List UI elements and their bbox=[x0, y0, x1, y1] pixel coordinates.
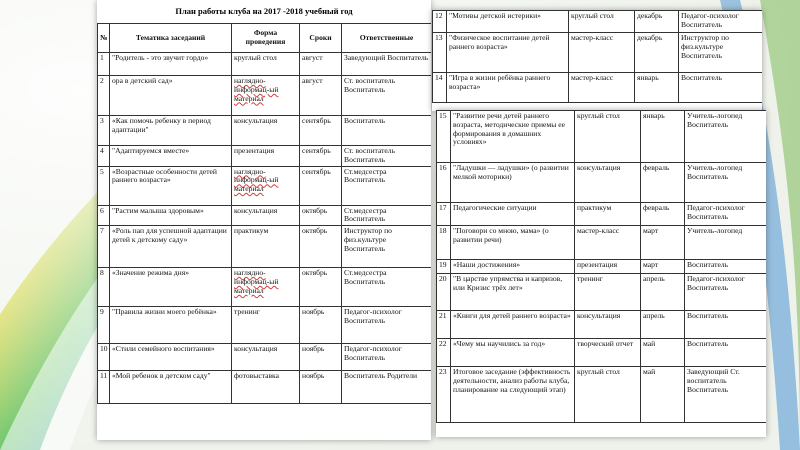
row-topic: "Родитель - это звучит гордо» bbox=[110, 53, 232, 76]
table-row bbox=[437, 226, 767, 260]
row-term: сентябрь bbox=[300, 116, 342, 146]
header-responsible: Ответственные bbox=[342, 24, 432, 53]
table-row bbox=[98, 146, 432, 167]
row-term: май bbox=[641, 339, 685, 367]
plan-sheet-first bbox=[97, 0, 431, 440]
row-term: сентябрь bbox=[300, 166, 342, 205]
row-topic: «Наши достижения» bbox=[451, 260, 575, 274]
row-form: консультация bbox=[575, 163, 641, 203]
row-term: январь bbox=[641, 111, 685, 163]
plan-title: План работы клуба на 2017 -2018 учебный год bbox=[175, 6, 353, 16]
table-row bbox=[433, 11, 763, 33]
row-term: апрель bbox=[641, 311, 685, 339]
table-row bbox=[98, 166, 432, 205]
row-number: 5 bbox=[98, 166, 110, 205]
table-row bbox=[437, 274, 767, 311]
row-number: 11 bbox=[98, 371, 110, 404]
row-number: 14 bbox=[433, 73, 447, 103]
row-term: май bbox=[641, 367, 685, 423]
row-form: мастер-класс bbox=[575, 226, 641, 260]
table-row bbox=[437, 311, 767, 339]
table-header-row bbox=[98, 24, 432, 53]
table-row bbox=[98, 76, 432, 116]
row-form: практикум bbox=[575, 203, 641, 226]
row-responsible: Ст.медсестра Воспитатель bbox=[342, 268, 432, 307]
row-responsible: Ст. воспитатель Воспитатель bbox=[342, 76, 432, 116]
row-number: 2 bbox=[98, 76, 110, 116]
row-responsible: Учитель-логопед Воспитатель bbox=[685, 111, 767, 163]
row-responsible: Воспитатель bbox=[679, 73, 763, 103]
table-row bbox=[437, 111, 767, 163]
row-topic: ора в детский сад» bbox=[110, 76, 232, 116]
table-row bbox=[433, 73, 763, 103]
row-form: творческий отчет bbox=[575, 339, 641, 367]
row-number: 18 bbox=[437, 226, 451, 260]
header-term: Сроки bbox=[300, 24, 342, 53]
row-form: наглядно-информац-ый материал bbox=[232, 268, 300, 307]
row-responsible: Воспитатель bbox=[342, 116, 432, 146]
row-term: февраль bbox=[641, 163, 685, 203]
row-topic: «Значение режима дня» bbox=[110, 268, 232, 307]
row-responsible: Учитель-логопед bbox=[685, 226, 767, 260]
table-row bbox=[98, 205, 432, 226]
row-responsible: Воспитатель Родители bbox=[342, 371, 432, 404]
row-form: консультация bbox=[232, 205, 300, 226]
row-responsible: Ст.медсестра Воспитатель bbox=[342, 205, 432, 226]
plan-table-c bbox=[436, 110, 766, 423]
row-form: консультация bbox=[232, 344, 300, 371]
header-number: № bbox=[98, 24, 110, 53]
row-form: презентация bbox=[232, 146, 300, 167]
row-topic: «Роль пап для успешной адаптации детей к детскому саду» bbox=[110, 226, 232, 268]
row-term: октябрь bbox=[300, 268, 342, 307]
row-topic: "Мотивы детской истерики» bbox=[447, 11, 569, 33]
row-topic: «Стили семейного воспитания» bbox=[110, 344, 232, 371]
row-form: тренинг bbox=[575, 274, 641, 311]
row-number: 4 bbox=[98, 146, 110, 167]
row-responsible: Воспитатель bbox=[685, 339, 767, 367]
row-form: наглядно-информац-ый материал bbox=[232, 166, 300, 205]
row-number: 8 bbox=[98, 268, 110, 307]
row-form: наглядно-информац-ый материал bbox=[232, 76, 300, 116]
row-form: круглый стол bbox=[232, 53, 300, 76]
row-topic: "Ладушки — ладушки» (о развитии мелкой моторики) bbox=[451, 163, 575, 203]
row-responsible: Воспитатель bbox=[685, 311, 767, 339]
row-topic: «Мой ребенок в детском саду" bbox=[110, 371, 232, 404]
row-responsible: Заведующий Воспитатель bbox=[342, 53, 432, 76]
row-number: 6 bbox=[98, 205, 110, 226]
row-responsible: Ст.медсестра Воспитатель bbox=[342, 166, 432, 205]
table-row bbox=[98, 116, 432, 146]
row-form: практикум bbox=[232, 226, 300, 268]
row-number: 22 bbox=[437, 339, 451, 367]
row-form: тренинг bbox=[232, 307, 300, 344]
row-topic: «Книги для детей раннего возраста» bbox=[451, 311, 575, 339]
row-term: ноябрь bbox=[300, 344, 342, 371]
row-term: ноябрь bbox=[300, 307, 342, 344]
row-responsible: Педагог-психолог Воспитатель bbox=[685, 274, 767, 311]
row-topic: "Развитие речи детей раннего возраста, методические приемы ее формирования в домашних условиях» bbox=[451, 111, 575, 163]
row-number: 1 bbox=[98, 53, 110, 76]
row-term: август bbox=[300, 53, 342, 76]
row-topic: "Растим малыша здоровым» bbox=[110, 205, 232, 226]
plan-table-b bbox=[432, 10, 762, 103]
plan-sheet-second bbox=[432, 10, 762, 111]
row-number: 15 bbox=[437, 111, 451, 163]
row-number: 21 bbox=[437, 311, 451, 339]
row-number: 9 bbox=[98, 307, 110, 344]
row-topic: "Адаптируемся вместе» bbox=[110, 146, 232, 167]
row-form: круглый стол bbox=[575, 111, 641, 163]
row-form: мастер-класс bbox=[569, 73, 635, 103]
row-responsible: Ст. воспитатель Воспитатель bbox=[342, 146, 432, 167]
table-row bbox=[433, 33, 763, 73]
row-number: 16 bbox=[437, 163, 451, 203]
row-topic: "Игра в жизни ребёнка раннего возраста» bbox=[447, 73, 569, 103]
table-row bbox=[98, 268, 432, 307]
row-number: 23 bbox=[437, 367, 451, 423]
row-term: август bbox=[300, 76, 342, 116]
row-topic: «Возрастные особенности детей раннего возраста» bbox=[110, 166, 232, 205]
row-term: март bbox=[641, 226, 685, 260]
row-term: март bbox=[641, 260, 685, 274]
table-row bbox=[437, 367, 767, 423]
row-responsible: Педагог-психолог Воспитатель bbox=[679, 11, 763, 33]
row-term: февраль bbox=[641, 203, 685, 226]
row-number: 7 bbox=[98, 226, 110, 268]
header-form: Форма проведения bbox=[232, 24, 300, 53]
row-form: круглый стол bbox=[569, 11, 635, 33]
row-term: декабрь bbox=[635, 11, 679, 33]
row-topic: "Физическое воспитание детей раннего возраста» bbox=[447, 33, 569, 73]
row-number: 10 bbox=[98, 344, 110, 371]
row-term: январь bbox=[635, 73, 679, 103]
row-form: мастер-класс bbox=[569, 33, 635, 73]
row-responsible: Учитель-логопед Воспитатель bbox=[685, 163, 767, 203]
row-responsible: Инструктор по физ.культуре Воспитатель bbox=[679, 33, 763, 73]
plan-sheet-third bbox=[436, 110, 766, 437]
header-topic: Тематика заседаний bbox=[110, 24, 232, 53]
row-topic: "В царстве упрямства и капризов, или Кризис трёх лет» bbox=[451, 274, 575, 311]
table-row bbox=[98, 344, 432, 371]
table-row bbox=[98, 371, 432, 404]
row-term: сентябрь bbox=[300, 146, 342, 167]
row-responsible: Заведующий Ст. воспитатель Воспитатель bbox=[685, 367, 767, 423]
plan-table-a bbox=[97, 23, 431, 404]
row-responsible: Педагог-психолог Воспитатель bbox=[342, 344, 432, 371]
row-responsible: Педагог-психолог Воспитатель bbox=[685, 203, 767, 226]
row-term: декабрь bbox=[635, 33, 679, 73]
row-topic: "Поговори со мною, мама» (о развитии речи) bbox=[451, 226, 575, 260]
row-topic: "Правила жизни моего ребёнка» bbox=[110, 307, 232, 344]
row-form: презентация bbox=[575, 260, 641, 274]
row-topic: Педагогические ситуации bbox=[451, 203, 575, 226]
row-number: 3 bbox=[98, 116, 110, 146]
row-responsible: Инструктор по физ.культуре Воспитатель bbox=[342, 226, 432, 268]
row-form: круглый стол bbox=[575, 367, 641, 423]
row-topic: «Чему мы научились за год» bbox=[451, 339, 575, 367]
row-term: апрель bbox=[641, 274, 685, 311]
row-number: 17 bbox=[437, 203, 451, 226]
row-number: 20 bbox=[437, 274, 451, 311]
table-row bbox=[98, 53, 432, 76]
row-term: октябрь bbox=[300, 205, 342, 226]
row-responsible: Педагог-психолог Воспитатель bbox=[342, 307, 432, 344]
table-row bbox=[98, 307, 432, 344]
table-row bbox=[437, 203, 767, 226]
row-number: 19 bbox=[437, 260, 451, 274]
row-topic: «Как помочь ребенку в период адаптации" bbox=[110, 116, 232, 146]
table-row bbox=[437, 339, 767, 367]
row-number: 12 bbox=[433, 11, 447, 33]
table-row bbox=[437, 163, 767, 203]
row-form: консультация bbox=[232, 116, 300, 146]
row-term: октябрь bbox=[300, 226, 342, 268]
row-form: фотовыставка bbox=[232, 371, 300, 404]
row-form: консультация bbox=[575, 311, 641, 339]
row-responsible: Воспитатель bbox=[685, 260, 767, 274]
row-term: ноябрь bbox=[300, 371, 342, 404]
row-topic: Итоговое заседание (эффективность деятельности, анализ работы клуба, планирование на следующий этап) bbox=[451, 367, 575, 423]
table-row bbox=[437, 260, 767, 274]
table-row bbox=[98, 226, 432, 268]
row-number: 13 bbox=[433, 33, 447, 73]
